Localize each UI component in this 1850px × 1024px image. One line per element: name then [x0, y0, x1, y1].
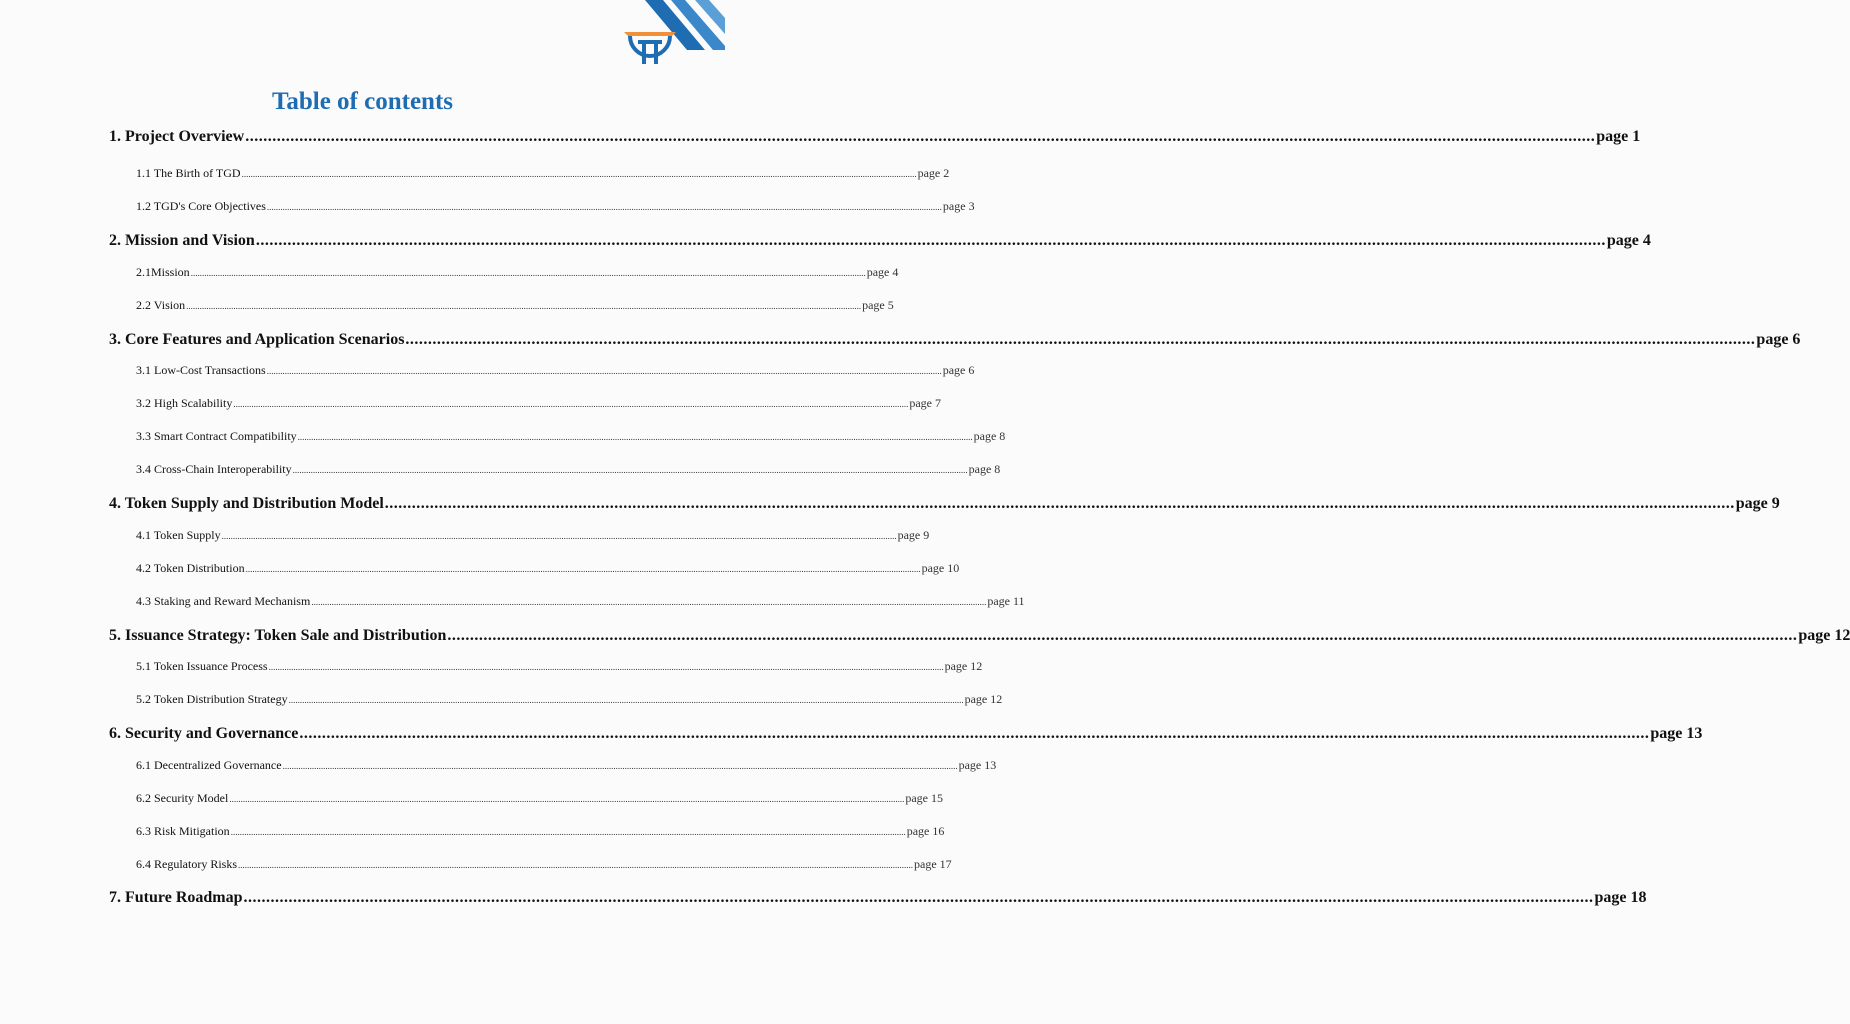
tgd-logo-icon	[620, 26, 680, 72]
toc-entry-label: 5.2 Token Distribution Strategy	[136, 692, 288, 706]
toc-dot-leader: ............................................................................................................................................................................................................................................................................................................	[292, 465, 968, 475]
toc-section-entry[interactable]	[109, 495, 1780, 513]
toc-entry-label: 2.1Mission	[136, 265, 190, 279]
toc-dot-leader: ............................................................................................................................................................................................................................................................................................................	[447, 627, 1798, 644]
toc-dot-leader: ............................................................................................................................................................................................................................................................................................................	[243, 889, 1594, 906]
toc-subsection-entry[interactable]	[136, 594, 1025, 609]
toc-subsection-entry[interactable]	[136, 824, 945, 839]
toc-entry-label: 7. Future Roadmap	[109, 889, 243, 906]
toc-dot-leader: ............................................................................................................................................................................................................................................................................................................	[233, 399, 909, 409]
toc-section-entry[interactable]	[109, 725, 1703, 743]
toc-entry-label: 3.3 Smart Contract Compatibility	[136, 429, 297, 443]
toc-dot-leader: ............................................................................................................................................................................................................................................................................................................	[311, 597, 987, 607]
toc-page-number: page 7	[909, 396, 941, 410]
toc-page-number: page 10	[921, 561, 960, 575]
toc-page-number: page 4	[1606, 232, 1651, 249]
toc-dot-leader: ............................................................................................................................................................................................................................................................................................................	[245, 564, 921, 574]
toc-subsection-entry[interactable]	[136, 265, 899, 280]
toc-entry-label: 2.2 Vision	[136, 298, 186, 312]
toc-entry-label: 5. Issuance Strategy: Token Sale and Distribution	[109, 627, 447, 644]
toc-dot-leader: ............................................................................................................................................................................................................................................................................................................	[266, 366, 942, 376]
toc-dot-leader: ............................................................................................................................................................................................................................................................................................................	[282, 761, 958, 771]
toc-entry-label: 1.1 The Birth of TGD	[136, 166, 241, 180]
toc-page-number: page 9	[897, 528, 930, 542]
toc-dot-leader: ............................................................................................................................................................................................................................................................................................................	[384, 495, 1735, 512]
toc-subsection-entry[interactable]	[136, 857, 952, 872]
toc-page-number: page 6	[1756, 331, 1801, 348]
toc-entry-label: 1. Project Overview	[109, 128, 245, 145]
toc-page-number: page 12	[1798, 627, 1850, 644]
toc-entry-label: 2. Mission and Vision	[109, 232, 255, 249]
toc-dot-leader: ............................................................................................................................................................................................................................................................................................................	[268, 662, 944, 672]
toc-subsection-entry[interactable]	[136, 561, 960, 576]
toc-dot-leader: ............................................................................................................................................................................................................................................................................................................	[190, 268, 866, 278]
toc-dot-leader: ............................................................................................................................................................................................................................................................................................................	[288, 695, 964, 705]
toc-page-number: page 13	[958, 758, 997, 772]
toc-entry-label: 3.1 Low-Cost Transactions	[136, 363, 266, 377]
toc-dot-leader: ............................................................................................................................................................................................................................................................................................................	[405, 331, 1756, 348]
toc-subsection-entry[interactable]	[136, 429, 1006, 444]
toc-page-number: page 15	[905, 791, 943, 805]
toc-entry-label: 6. Security and Governance	[109, 725, 299, 742]
toc-section-entry[interactable]	[109, 627, 1850, 645]
toc-entry-label: 4.2 Token Distribution	[136, 561, 245, 575]
toc-page-number: page 18	[1594, 889, 1647, 906]
toc-dot-leader: ............................................................................................................................................................................................................................................................................................................	[255, 232, 1606, 249]
toc-entry-label: 4.3 Staking and Reward Mechanism	[136, 594, 311, 608]
toc-dot-leader: ............................................................................................................................................................................................................................................................................................................	[229, 794, 905, 804]
toc-entry-label: 5.1 Token Issuance Process	[136, 659, 268, 673]
toc-page-number: page 4	[866, 265, 899, 279]
toc-dot-leader: ............................................................................................................................................................................................................................................................................................................	[186, 301, 862, 311]
toc-entry-label: 3. Core Features and Application Scenarios	[109, 331, 405, 348]
toc-page-number: page 11	[987, 594, 1025, 608]
toc-dot-leader: ............................................................................................................................................................................................................................................................................................................	[230, 827, 906, 837]
toc-subsection-entry[interactable]	[136, 758, 997, 773]
toc-page-number: page 8	[973, 429, 1006, 443]
toc-subsection-entry[interactable]	[136, 528, 930, 543]
toc-section-entry[interactable]	[109, 232, 1651, 250]
toc-subsection-entry[interactable]	[136, 166, 950, 181]
toc-dot-leader: ............................................................................................................................................................................................................................................................................................................	[297, 432, 973, 442]
toc-page-number: page 17	[914, 857, 952, 871]
toc-page-number: page 9	[1735, 495, 1780, 512]
toc-entry-label: 1.2 TGD's Core Objectives	[136, 199, 266, 213]
toc-entry-label: 3.2 High Scalability	[136, 396, 233, 410]
toc-page-number: page 3	[942, 199, 975, 213]
toc-subsection-entry[interactable]	[136, 199, 975, 214]
toc-subsection-entry[interactable]	[136, 791, 943, 806]
toc-entry-label: 6.4 Regulatory Risks	[136, 857, 237, 871]
toc-page-number: page 6	[942, 363, 975, 377]
toc-subsection-entry[interactable]	[136, 692, 1003, 707]
toc-page-number: page 16	[906, 824, 945, 838]
toc-dot-leader: ............................................................................................................................................................................................................................................................................................................	[266, 202, 942, 212]
toc-subsection-entry[interactable]	[136, 396, 941, 411]
toc-dot-leader: ............................................................................................................................................................................................................................................................................................................	[221, 531, 897, 541]
toc-dot-leader: ............................................................................................................................................................................................................................................................................................................	[245, 128, 1596, 145]
toc-subsection-entry[interactable]	[136, 659, 983, 674]
toc-entry-label: 6.3 Risk Mitigation	[136, 824, 230, 838]
toc-subsection-entry[interactable]	[136, 363, 975, 378]
toc-entry-label: 3.4 Cross-Chain Interoperability	[136, 462, 292, 476]
toc-section-entry[interactable]	[109, 331, 1801, 349]
page-title: Table of contents	[271, 88, 454, 115]
toc-entry-label: 6.2 Security Model	[136, 791, 229, 805]
toc-dot-leader: ............................................................................................................................................................................................................................................................................................................	[299, 725, 1650, 742]
toc-page-number: page 2	[917, 166, 950, 180]
toc-section-entry[interactable]	[109, 889, 1647, 907]
toc-page-number: page 12	[944, 659, 983, 673]
toc-page-number: page 13	[1650, 725, 1703, 742]
toc-page-number: page 5	[862, 298, 894, 312]
toc-entry-label: 6.1 Decentralized Governance	[136, 758, 282, 772]
toc-page-number: page 8	[968, 462, 1001, 476]
toc-dot-leader: ............................................................................................................................................................................................................................................................................................................	[241, 169, 917, 179]
toc-page-number: page 1	[1596, 128, 1641, 145]
toc-subsection-entry[interactable]	[136, 298, 894, 313]
toc-section-entry[interactable]	[109, 128, 1641, 146]
toc-entry-label: 4.1 Token Supply	[136, 528, 221, 542]
toc-entry-label: 4. Token Supply and Distribution Model	[109, 495, 384, 512]
toc-page-number: page 12	[964, 692, 1003, 706]
toc-dot-leader: ............................................................................................................................................................................................................................................................................................................	[238, 860, 913, 870]
toc-subsection-entry[interactable]	[136, 462, 1001, 477]
